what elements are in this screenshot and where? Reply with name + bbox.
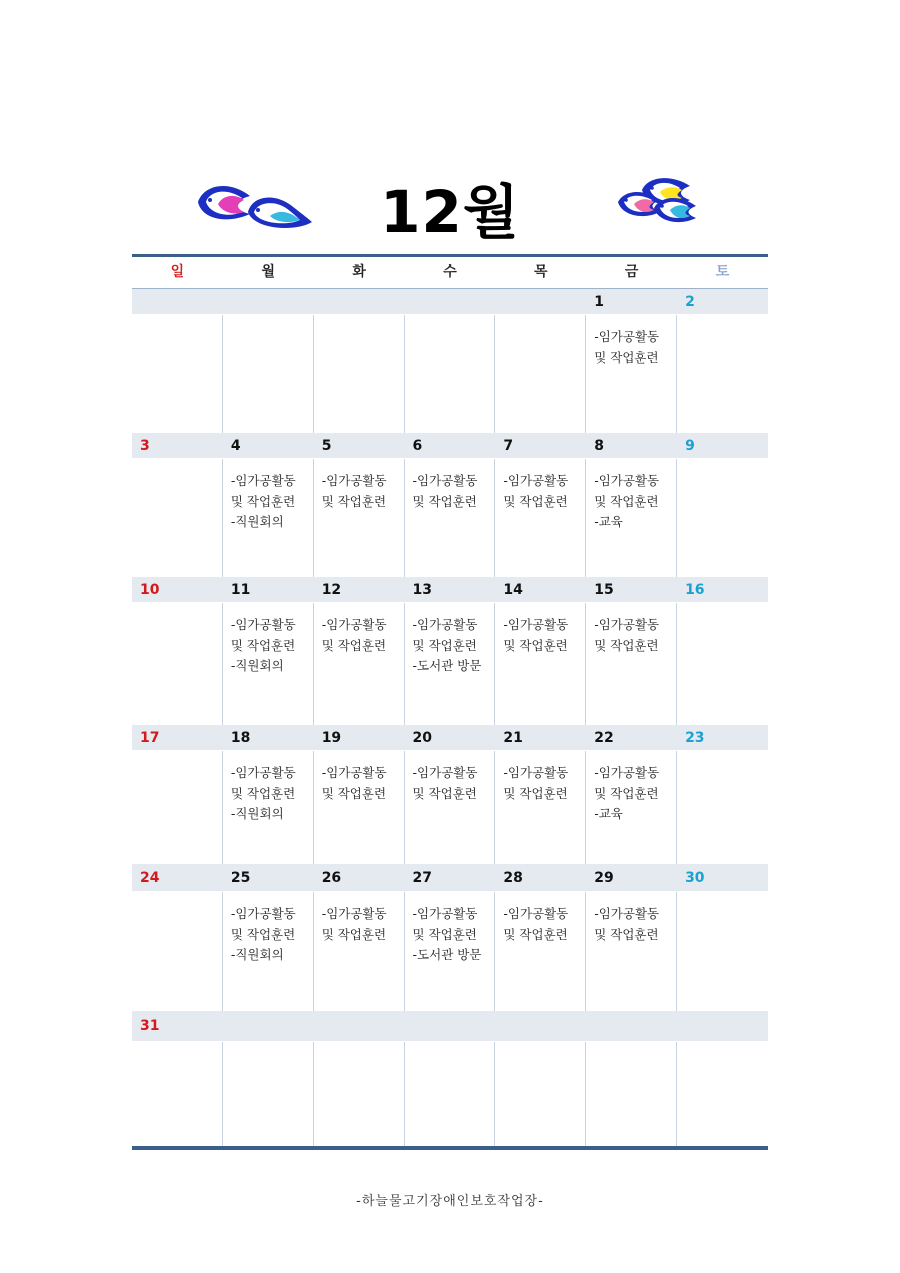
- day-cell: [586, 892, 677, 1011]
- event-text: -임가공활동: [503, 473, 569, 488]
- date-number-row: [132, 433, 768, 459]
- event-text: -직원회의: [230, 658, 284, 673]
- date-number-row: [132, 289, 768, 315]
- event-text: 및 작업훈련: [230, 637, 296, 653]
- event-text: -임가공활동: [503, 765, 569, 780]
- day-number: 4: [230, 437, 241, 454]
- day-number: 1: [594, 293, 604, 310]
- day-cell: [132, 459, 223, 577]
- day-cell: [677, 315, 768, 433]
- calendar-week: [132, 433, 768, 577]
- event-text: -임가공활동: [230, 473, 296, 488]
- day-cell: [586, 1042, 677, 1146]
- day-number: 29: [594, 869, 614, 886]
- day-cell: [223, 892, 314, 1011]
- event-text: -임가공활동: [503, 906, 569, 921]
- date-number-row: [132, 577, 768, 603]
- date-number-row: [132, 725, 768, 751]
- day-number: 5: [321, 437, 332, 454]
- day-cell: [495, 315, 586, 433]
- day-number: 9: [685, 437, 695, 454]
- event-text: 및 작업훈련: [503, 926, 568, 942]
- page-title: 12월: [380, 178, 520, 246]
- day-number: 19: [321, 729, 342, 746]
- day-number: [586, 1011, 677, 1041]
- day-number: 20: [412, 729, 433, 746]
- event-text: -임가공활동: [594, 329, 660, 344]
- day-number: 2: [685, 293, 695, 310]
- day-cell: [495, 459, 586, 577]
- weekday-header: 금: [624, 264, 639, 280]
- events-row: [132, 751, 768, 864]
- day-cell: [405, 892, 496, 1011]
- event-text: -임가공활동: [412, 765, 478, 780]
- day-cell: [677, 459, 768, 577]
- event-text: 및 작업훈련: [503, 637, 568, 653]
- weekday-header: 일: [170, 264, 185, 280]
- calendar: [132, 254, 768, 1150]
- day-cell: [677, 603, 768, 725]
- event-text: -직원회의: [230, 514, 284, 529]
- day-number: 8: [594, 437, 604, 454]
- weekday-header: 월: [261, 264, 276, 280]
- event-text: -임가공활동: [321, 473, 387, 488]
- event-text: -임가공활동: [230, 617, 296, 632]
- event-text: 및 작업훈련: [321, 785, 387, 801]
- day-number: [314, 289, 405, 314]
- calendar-bottom-rule: [132, 1146, 768, 1150]
- day-number: 22: [594, 729, 614, 746]
- day-number: 21: [503, 729, 523, 746]
- calendar-week: [132, 725, 768, 864]
- day-cell: [405, 751, 496, 864]
- event-text: 및 작업훈련: [594, 785, 659, 801]
- day-number: 7: [503, 437, 514, 454]
- event-text: 및 작업훈련: [594, 349, 659, 365]
- events-row: [132, 603, 768, 725]
- day-cell: [223, 603, 314, 725]
- calendar-week: [132, 289, 768, 433]
- event-text: -임가공활동: [230, 765, 296, 780]
- weekday-header-row: [132, 257, 768, 289]
- event-text: -임가공활동: [594, 617, 660, 632]
- event-text: -교육: [594, 806, 623, 821]
- day-number: 12: [321, 581, 342, 598]
- day-number: 14: [503, 581, 523, 598]
- day-number: 6: [412, 437, 423, 454]
- day-number: [495, 289, 586, 314]
- calendar-weeks: [132, 289, 768, 1146]
- event-text: 및 작업훈련: [594, 926, 659, 942]
- event-text: -임가공활동: [321, 906, 387, 921]
- events-row: [132, 1042, 768, 1146]
- event-text: -도서관 방문: [412, 658, 482, 673]
- day-number: [223, 289, 314, 314]
- day-number: [223, 1011, 314, 1041]
- day-number: [495, 1011, 586, 1041]
- day-number: 23: [685, 729, 705, 746]
- day-number: [677, 1011, 768, 1041]
- day-number: 24: [140, 869, 160, 886]
- day-cell: [132, 315, 223, 433]
- day-cell: [677, 751, 768, 864]
- event-text: 및 작업훈련: [503, 493, 568, 509]
- footer-organization: -하늘물고기장애인보호작업장-: [356, 1194, 544, 1209]
- day-cell: [314, 751, 405, 864]
- day-cell: [223, 459, 314, 577]
- day-number: 28: [503, 869, 523, 886]
- event-text: -직원회의: [230, 947, 284, 962]
- day-number: 15: [594, 581, 614, 598]
- day-number: 30: [685, 869, 705, 886]
- event-text: -임가공활동: [412, 906, 478, 921]
- day-cell: [586, 459, 677, 577]
- weekday-header: 화: [352, 264, 366, 280]
- day-cell: [586, 603, 677, 725]
- day-number: 10: [140, 581, 160, 598]
- day-number: 18: [230, 729, 251, 746]
- day-cell: [677, 1042, 768, 1146]
- day-cell: [405, 459, 496, 577]
- day-number: 27: [412, 869, 433, 886]
- event-text: 및 작업훈련: [230, 493, 296, 509]
- event-text: -임가공활동: [321, 765, 387, 780]
- weekday-header: 목: [534, 264, 548, 280]
- day-cell: [586, 751, 677, 864]
- event-text: -임가공활동: [594, 473, 660, 488]
- weekday-header: 수: [443, 264, 457, 280]
- event-text: 및 작업훈련: [321, 493, 387, 509]
- day-cell: [314, 315, 405, 433]
- day-number: [405, 1011, 496, 1041]
- day-cell: [314, 603, 405, 725]
- event-text: -임가공활동: [412, 473, 478, 488]
- day-number: 13: [412, 581, 433, 598]
- events-row: [132, 315, 768, 433]
- day-cell: [223, 315, 314, 433]
- event-text: 및 작업훈련: [412, 926, 477, 942]
- event-text: 및 작업훈련: [594, 637, 659, 653]
- day-number: 3: [140, 437, 150, 454]
- day-cell: [586, 315, 677, 433]
- day-number: 17: [140, 729, 160, 746]
- event-text: -임가공활동: [503, 617, 569, 632]
- event-text: -임가공활동: [412, 617, 478, 632]
- event-text: 및 작업훈련: [503, 785, 568, 801]
- events-row: [132, 459, 768, 577]
- day-cell: [132, 1042, 223, 1146]
- day-cell: [223, 1042, 314, 1146]
- day-cell: [405, 603, 496, 725]
- day-cell: [405, 315, 496, 433]
- day-number: [132, 289, 223, 314]
- day-cell: [314, 459, 405, 577]
- event-text: -임가공활동: [594, 765, 660, 780]
- day-cell: [405, 1042, 496, 1146]
- calendar-week: [132, 864, 768, 1011]
- fish-trio-right-icon: [612, 170, 704, 228]
- day-number: [314, 1011, 405, 1041]
- weekday-header: 토: [715, 264, 730, 280]
- day-number: 16: [685, 581, 705, 598]
- day-cell: [495, 751, 586, 864]
- date-number-row: [132, 1011, 768, 1042]
- event-text: -교육: [594, 514, 623, 529]
- event-text: 및 작업훈련: [230, 926, 296, 942]
- calendar-week: [132, 577, 768, 725]
- day-cell: [314, 892, 405, 1011]
- event-text: 및 작업훈련: [412, 785, 477, 801]
- events-row: [132, 892, 768, 1011]
- event-text: 및 작업훈련: [594, 493, 659, 509]
- day-cell: [495, 603, 586, 725]
- event-text: -임가공활동: [594, 906, 660, 921]
- day-cell: [677, 892, 768, 1011]
- event-text: -임가공활동: [321, 617, 387, 632]
- day-cell: [495, 1042, 586, 1146]
- day-cell: [132, 751, 223, 864]
- day-cell: [132, 892, 223, 1011]
- event-text: -직원회의: [230, 806, 284, 821]
- event-text: 및 작업훈련: [230, 785, 296, 801]
- event-text: 및 작업훈련: [321, 926, 387, 942]
- event-text: -임가공활동: [230, 906, 296, 921]
- day-number: 26: [321, 869, 342, 886]
- date-number-row: [132, 864, 768, 892]
- day-cell: [495, 892, 586, 1011]
- day-number: 25: [230, 869, 251, 886]
- event-text: -도서관 방문: [412, 947, 482, 962]
- event-text: 및 작업훈련: [321, 637, 387, 653]
- event-text: 및 작업훈련: [412, 637, 477, 653]
- day-number: [405, 289, 496, 314]
- calendar-week: [132, 1011, 768, 1146]
- event-text: 및 작업훈련: [412, 493, 477, 509]
- day-cell: [132, 603, 223, 725]
- day-number: 31: [140, 1018, 160, 1034]
- day-cell: [223, 751, 314, 864]
- day-cell: [314, 1042, 405, 1146]
- day-number: 11: [230, 581, 251, 598]
